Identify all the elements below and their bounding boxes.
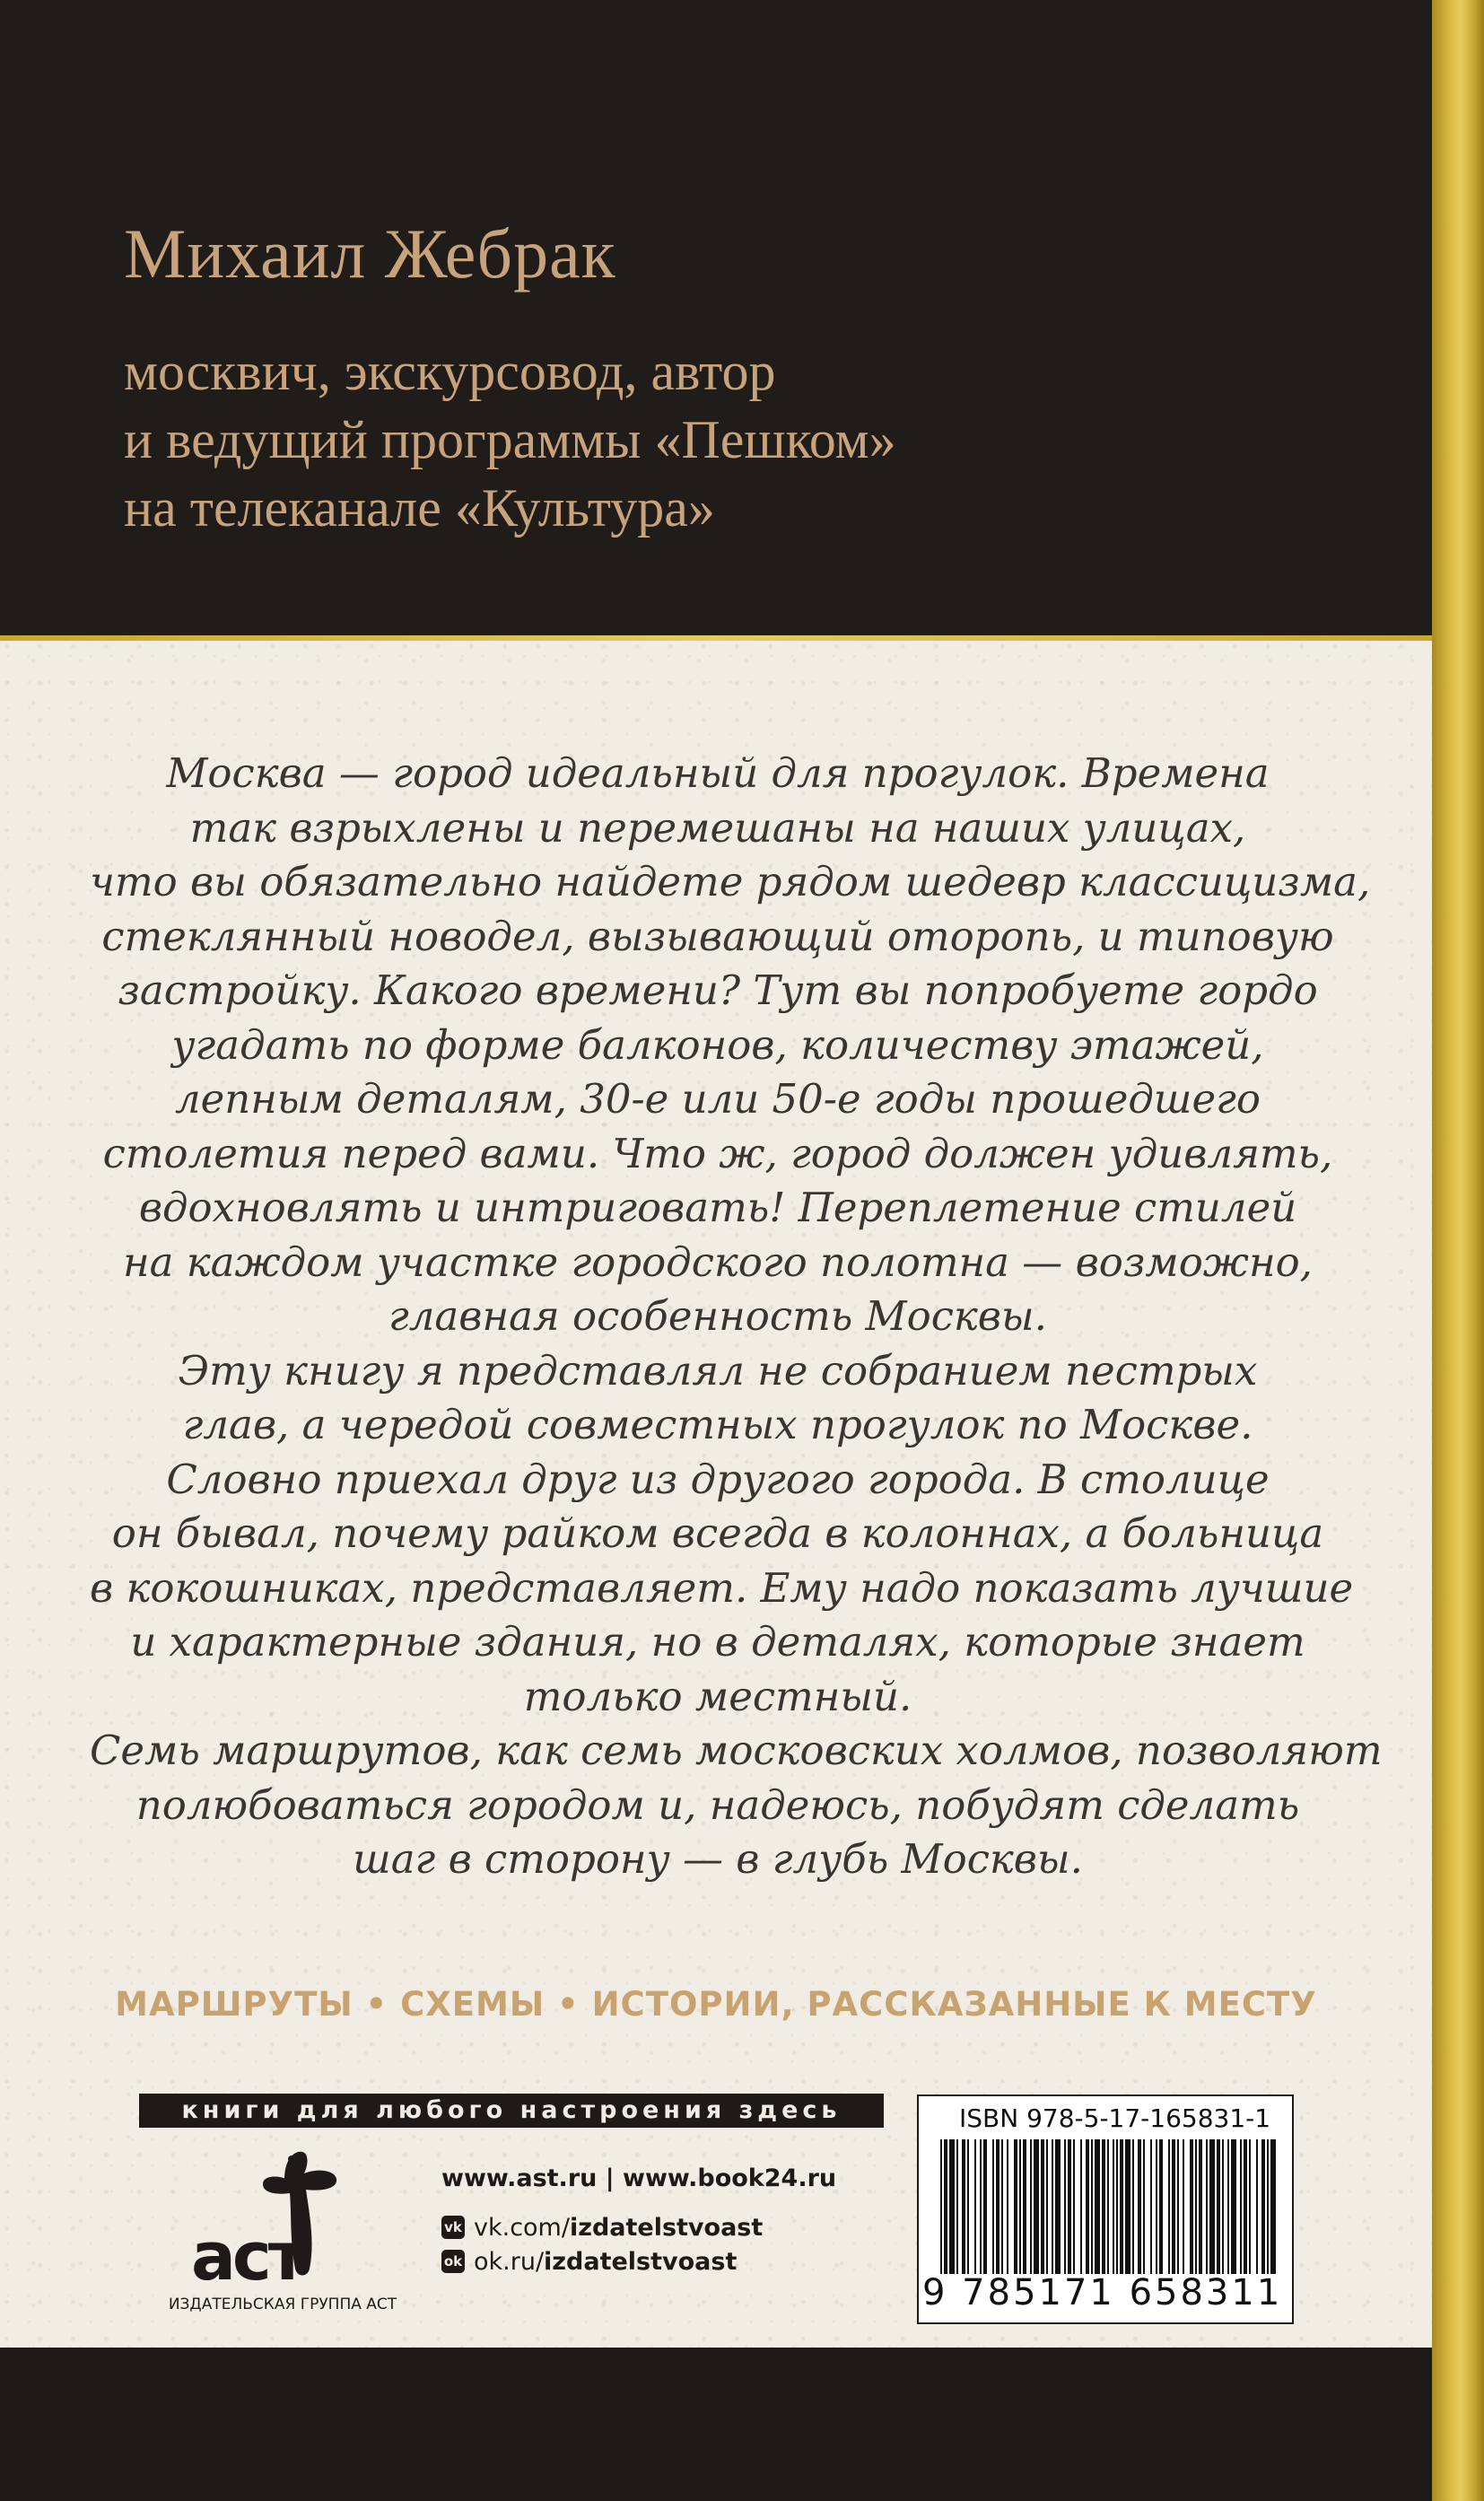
barcode-bar	[1034, 2139, 1039, 2274]
isbn-barcode-block	[917, 2094, 1294, 2324]
blurb-line: в кокошниках, представляет. Ему надо показать лучшие	[90, 1563, 1354, 1612]
author-bio-line: и ведущий программы «Пешком»	[124, 410, 896, 469]
book-blurb	[90, 747, 1383, 1887]
vk-icon: vk	[441, 2216, 465, 2239]
barcode-bar	[980, 2139, 982, 2274]
barcode-bar	[962, 2139, 965, 2274]
barcode-digits: 9 785171 658311	[922, 2272, 1283, 2313]
barcode-bar	[1113, 2139, 1114, 2274]
barcode-bar	[1150, 2139, 1152, 2274]
barcode-bar	[1261, 2139, 1265, 2274]
vk-link-prefix: vk.com/	[474, 2213, 570, 2242]
barcode-bar	[1138, 2139, 1141, 2274]
barcode-bar	[1190, 2139, 1193, 2274]
barcode-bar	[956, 2139, 958, 2274]
barcode-bar	[1227, 2139, 1229, 2274]
publisher-tagline: книги для любого настроения здесь	[139, 2094, 884, 2128]
blurb-line: глав, а чередой совместных прогулок по Москве.	[182, 1401, 1253, 1448]
barcode-bar	[944, 2139, 947, 2274]
barcode-bar	[1007, 2139, 1008, 2274]
blurb-line: и характерные здания, но в деталях, которые знает	[130, 1618, 1305, 1666]
barcode-bar	[1206, 2139, 1208, 2274]
barcode-bar	[1240, 2139, 1242, 2274]
ast-logo-icon	[184, 2143, 363, 2295]
author-name: Михаил Жебрак	[124, 214, 616, 293]
barcode-bar	[1195, 2139, 1197, 2274]
barcode-bar	[1143, 2139, 1145, 2274]
ok-link[interactable]	[441, 2244, 836, 2278]
barcode-bar	[1086, 2139, 1089, 2274]
barcode-bar	[1172, 2139, 1175, 2274]
blurb-line: главная особенность Москвы.	[388, 1292, 1047, 1340]
barcode-bar	[1125, 2139, 1130, 2274]
barcode-bar	[940, 2139, 942, 2274]
barcode-bar	[1209, 2139, 1215, 2274]
gold-divider	[0, 635, 1432, 641]
blurb-line: стеклянный новодел, вызывающий оторопь, и типовую	[101, 912, 1334, 960]
blurb-line: что вы обязательно найдете рядом шедевр классицизма,	[90, 858, 1371, 905]
blurb-line: так взрыхлены и перемешаны на наших улицах,	[189, 803, 1246, 852]
barcode-bar	[1091, 2139, 1093, 2274]
blurb-line: на каждом участке городского полотна — возможно,	[122, 1237, 1313, 1286]
blurb-line: Словно приехал друг из другого города. В столице	[166, 1455, 1270, 1503]
barcode-bar	[1014, 2139, 1017, 2274]
logo-text: аст	[191, 2218, 303, 2295]
barcode-bar	[1001, 2139, 1003, 2274]
barcode-bar	[1046, 2139, 1048, 2274]
blurb-line: только местный.	[523, 1672, 912, 1720]
barcode-bar	[1222, 2139, 1224, 2274]
barcode-bar	[1052, 2139, 1053, 2274]
vk-link-handle: izdatelstvoast	[569, 2213, 764, 2242]
blurb-line: угадать по форме балконов, количеству этажей,	[171, 1020, 1264, 1069]
barcode-bar	[1064, 2139, 1066, 2274]
barcode-bar	[1116, 2139, 1118, 2274]
barcode-bar	[967, 2139, 969, 2274]
blurb-line: вдохновлять и интриговать! Переплетение стилей	[138, 1184, 1297, 1231]
ok-link-handle: izdatelstvoast	[544, 2247, 738, 2276]
barcode-bar	[1244, 2139, 1247, 2274]
barcode-bar	[949, 2139, 955, 2274]
blurb-line: полюбоваться городом и, надеюсь, побудят сделать	[135, 1780, 1300, 1829]
barcode-bar	[1041, 2139, 1044, 2274]
blurb-line: столетия перед вами. Что ж, город должен удивлять,	[102, 1129, 1333, 1177]
barcode-bar	[1132, 2139, 1134, 2274]
barcode-bar	[1256, 2139, 1258, 2274]
odnoklassniki-icon: ok	[441, 2250, 465, 2273]
barcode-bar	[1168, 2139, 1170, 2274]
barcode-bar	[1095, 2139, 1100, 2274]
barcode-bar	[1199, 2139, 1202, 2274]
barcode-bar	[1156, 2139, 1157, 2274]
barcode-bar	[1023, 2139, 1026, 2274]
barcode-bar	[1231, 2139, 1236, 2274]
barcode-bar	[996, 2139, 1000, 2274]
gold-spine-strip	[1432, 0, 1484, 2501]
barcode-bar	[1183, 2139, 1184, 2274]
barcode-bar	[1107, 2139, 1109, 2274]
blurb-line: Семь маршрутов, как семь московских холмов, позволяют	[90, 1727, 1383, 1774]
barcode-bar	[1073, 2139, 1075, 2274]
author-bio	[124, 337, 1290, 542]
blurb-line: он бывал, почему райком всегда в колоннах, а больница	[111, 1509, 1324, 1557]
barcode-bar	[1068, 2139, 1071, 2274]
barcode-bar	[1030, 2139, 1032, 2274]
barcode-icon	[937, 2139, 1278, 2274]
publisher-links	[441, 2164, 836, 2278]
blurb-line: шаг в сторону — в глубь Москвы.	[353, 1835, 1083, 1883]
publisher-group-label: ИЗДАТЕЛЬСКАЯ ГРУППА АСТ	[168, 2295, 397, 2313]
barcode-bar	[983, 2139, 987, 2274]
barcode-bar	[1019, 2139, 1021, 2274]
author-bio-line: на телеканале «Культура»	[124, 478, 715, 538]
blurb-line: лепным деталям, 30-е или 50-е годы прошедшего	[175, 1075, 1261, 1123]
author-bio-line: москвич, экскурсовод, автор	[124, 342, 776, 401]
barcode-bar	[1102, 2139, 1105, 2274]
barcode-bar	[1249, 2139, 1251, 2274]
vk-link[interactable]	[441, 2210, 836, 2244]
blurb-line: Москва — город идеальный для прогулок. Времена	[166, 749, 1270, 797]
features-line: МАРШРУТЫ • СХЕМЫ • ИСТОРИИ, РАССКАЗАННЫЕ К МЕСТУ	[115, 1985, 1317, 2024]
barcode-bar	[1120, 2139, 1123, 2274]
blurb-line: Эту книгу я представлял не собранием пестрых	[178, 1346, 1258, 1395]
publisher-sites-link[interactable]: www.ast.ru | www.book24.ru	[441, 2164, 837, 2192]
ok-link-prefix: ok.ru/	[474, 2247, 545, 2276]
blurb-line: застройку. Какого времени? Тут вы попробуете гордо	[118, 966, 1318, 1014]
barcode-bar	[1159, 2139, 1163, 2274]
barcode-bar	[1267, 2139, 1269, 2274]
barcode-bar	[1270, 2139, 1276, 2274]
barcode-bar	[1217, 2139, 1220, 2274]
barcode-bar	[1055, 2139, 1061, 2274]
barcode-bar	[1080, 2139, 1082, 2274]
barcode-bar	[1177, 2139, 1179, 2274]
isbn-label: ISBN 978-5-17-165831-1	[959, 2103, 1271, 2133]
barcode-bar	[992, 2139, 994, 2274]
barcode-bar	[974, 2139, 976, 2274]
